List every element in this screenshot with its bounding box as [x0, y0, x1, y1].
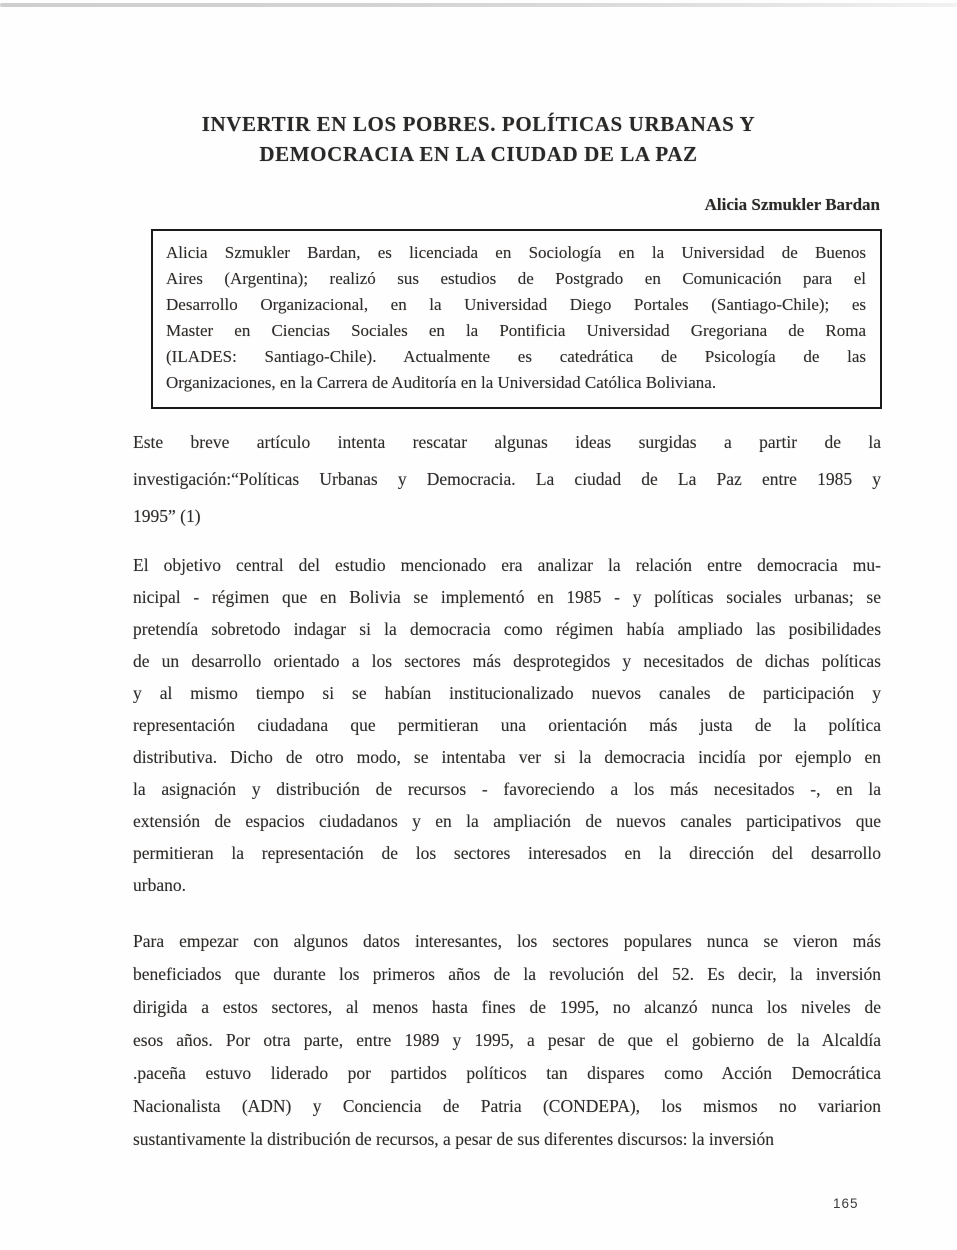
paragraph-intro	[133, 424, 881, 535]
text-line: .paceña estuvo liderado por partidos políticos tan dispares como Acción Democrática	[133, 1063, 881, 1083]
text-line: urbano.	[133, 875, 186, 895]
text-line: (ILADES: Santiago-Chile). Actualmente es catedrática de Psicología de las	[166, 347, 866, 366]
text-line: beneficiados que durante los primeros años de la revolución del 52. Es decir, la inversión	[133, 964, 881, 984]
text-line: la asignación y distribución de recursos - favoreciendo a los más necesitados -, en la	[133, 779, 881, 799]
text-line: investigación:“Políticas Urbanas y Democracia. La ciudad de La Paz entre 1985 y	[133, 469, 881, 489]
paragraph-objective	[133, 549, 881, 901]
article-author: Alicia Szmukler Bardan	[704, 195, 880, 214]
text-line: Organizaciones, en la Carrera de Auditoría en la Universidad Católica Boliviana.	[166, 373, 717, 392]
text-line: Para empezar con algunos datos interesantes, los sectores populares nunca se vieron más	[133, 931, 881, 951]
text-line: Este breve artículo intenta rescatar algunas ideas surgidas a partir de la	[133, 432, 881, 452]
text-line: esos años. Por otra parte, entre 1989 y 1995, a pesar de que el gobierno de la Alcaldía	[133, 1030, 881, 1050]
page-number: 165	[833, 1196, 859, 1211]
text-line: extensión de espacios ciudadanos y en la ampliación de nuevos canales participativos que	[133, 811, 881, 831]
text-line: Nacionalista (ADN) y Conciencia de Patria (CONDEPA), los mismos no variarion	[133, 1096, 881, 1116]
text-line: representación ciudadana que permitieran una orientación más justa de la política	[133, 715, 881, 735]
text-line: de un desarrollo orientado a los sectores más desprotegidos y necesitados de dichas políticas	[133, 651, 881, 671]
text-line: 1995” (1)	[133, 506, 201, 526]
text-line: y al mismo tiempo si se habían institucionalizado nuevos canales de participación y	[133, 683, 881, 703]
text-line: El objetivo central del estudio mencionado era analizar la relación entre democracia mu-	[133, 555, 881, 575]
paragraph-data	[133, 925, 881, 1156]
text-line: permitieran la representación de los sectores interesados en la dirección del desarrollo	[133, 843, 881, 863]
text-line: nicipal - régimen que en Bolivia se implementó en 1985 - y políticas sociales urbanas; se	[133, 587, 881, 607]
article-title	[0, 109, 957, 169]
article-title-line-2: DEMOCRACIA EN LA CIUDAD DE LA PAZ	[259, 142, 698, 166]
text-line: Master en Ciencias Sociales en la Pontificia Universidad Gregoriana de Roma	[166, 321, 866, 340]
text-line: pretendía sobretodo indagar si la democracia como régimen había ampliado las posibilidades	[133, 619, 881, 639]
text-line: Alicia Szmukler Bardan, es licenciada en Sociología en la Universidad de Buenos	[166, 243, 866, 262]
article-title-line-1: INVERTIR EN LOS POBRES. POLÍTICAS URBANAS Y	[201, 112, 756, 136]
text-line: dirigida a estos sectores, al menos hasta fines de 1995, no alcanzó nunca los niveles de	[133, 997, 881, 1017]
text-line: Desarrollo Organizacional, en la Universidad Diego Portales (Santiago-Chile); es	[166, 295, 866, 314]
text-line: Aires (Argentina); realizó sus estudios de Postgrado en Comunicación para el	[166, 269, 866, 288]
text-line: distributiva. Dicho de otro modo, se intentaba ver si la democracia incidía por ejemplo en	[133, 747, 881, 767]
author-bio-box	[151, 229, 882, 409]
text-line: sustantivamente la distribución de recursos, a pesar de sus diferentes discursos: la inversión	[133, 1129, 775, 1149]
scan-edge-line	[0, 3, 957, 7]
